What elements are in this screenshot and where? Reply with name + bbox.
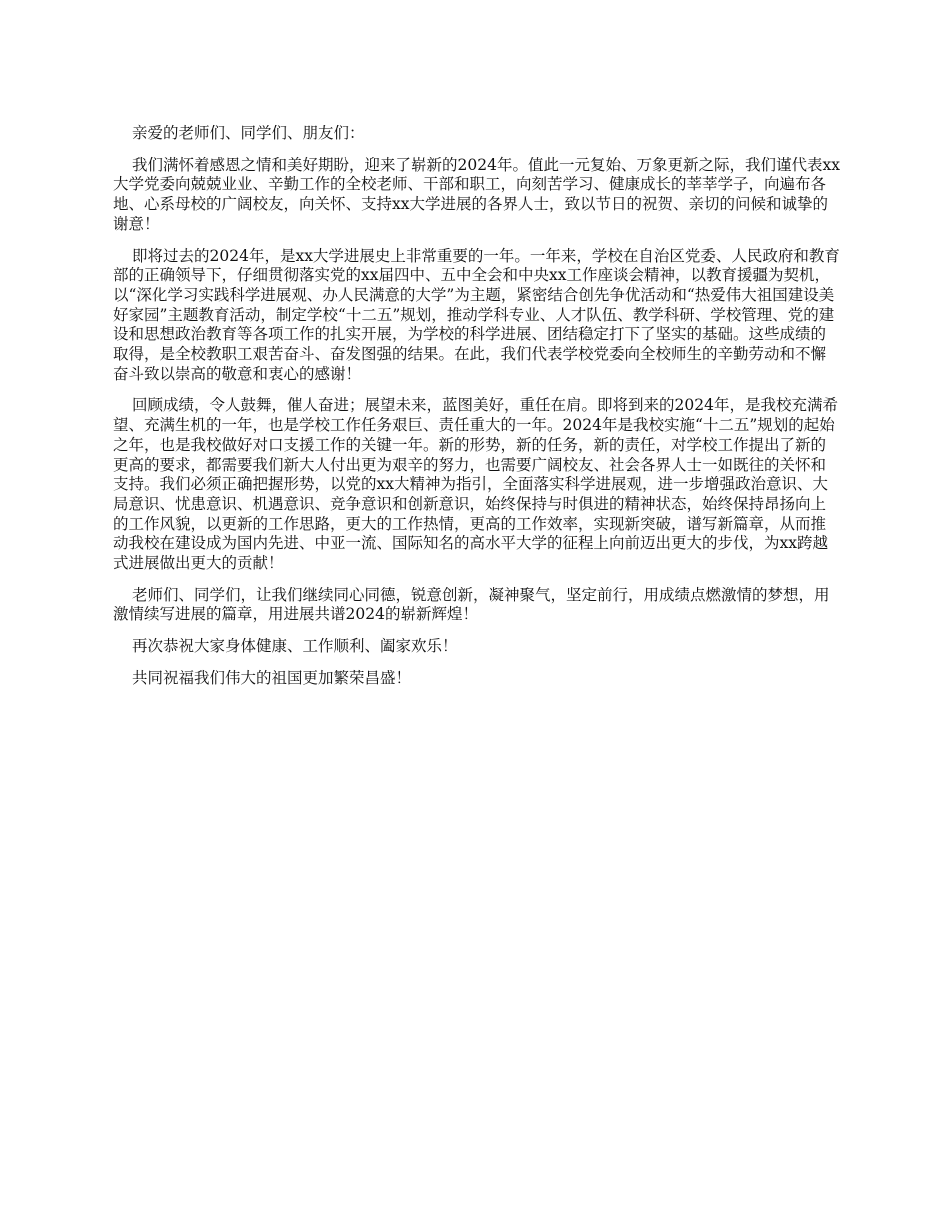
paragraph-closing: 共同祝福我们伟大的祖国更加繁荣昌盛！ bbox=[132, 668, 412, 687]
paragraph-wishes: 再次恭祝大家身体健康、工作顺利、阖家欢乐！ bbox=[132, 637, 458, 656]
paragraph-call-to-action: 老师们、同学们，让我们继续同心同德，锐意创新，凝神聚气，坚定前行，用成绩点燃激情的梦想，用激情续写进展的篇章，用进展共谱2024的崭新辉煌！ bbox=[113, 585, 830, 624]
document-body bbox=[113, 124, 841, 701]
paragraph-outlook: 回顾成绩，令人鼓舞，催人奋进；展望未来，蓝图美好，重任在肩。即将到来的2024年，是我校充满希望、充满生机的一年，也是学校工作任务艰巨、责任重大的一年。2024年是我校实施“十二五”规划的起始之年，也是我校做好对口支援工作的关键一年。新的形势，新的任务，新的责任，对学校工作提出了新的更高的要求，都需要我们新大人付出更为艰辛的努力，也需要广阔校友、社会各界人士一如既往的关怀和支持。我们必须正确把握形势，以党的xx大精神为指引，全面落实科学进展观，进一步增强政治意识、大局意识、忧患意识、机遇意识、竞争意识和创新意识，始终保持与时俱进的精神状态，始终保持昂扬向上的工作风貌，以更新的工作思路，更大的工作热情，更高的工作效率，实现新突破，谱写新篇章，从而推动我校在建设成为国内先进、中亚一流、国际知名的高水平大学的征程上向前迈出更大的步伐，为xx跨越式进展做出更大的贡献！ bbox=[113, 396, 838, 573]
paragraph-review: 即将过去的2024年，是xx大学进展史上非常重要的一年。一年来，学校在自治区党委、人民政府和教育部的正确领导下，仔细贯彻落实党的xx届四中、五中全会和中央xx工作座谈会精神，以教育援疆为契机，以“深化学习实践科学进展观、办人民满意的大学”为主题，紧密结合创先争优活动和“热爱伟大祖国建设美好家园”主题教育活动，制定学校“十二五”规划，推动学科专业、人才队伍、教学科研、学校管理、党的建设和思想政治教育等各项工作的扎实开展，为学校的科学进展、团结稳定打下了坚实的基础。这些成绩的取得，是全校教职工艰苦奋斗、奋发图强的结果。在此，我们代表学校党委向全校师生的辛勤劳动和不懈奋斗致以崇高的敬意和衷心的感谢！ bbox=[113, 246, 840, 383]
salutation: 亲爱的老师们、同学们、朋友们： bbox=[132, 124, 365, 142]
paragraph-greeting: 我们满怀着感恩之情和美好期盼，迎来了崭新的2024年。值此一元复始、万象更新之际，我们谨代表xx大学党委向兢兢业业、辛勤工作的全校老师、干部和职工，向刻苦学习、健康成长的莘莘学子，向遍布各地、心系母校的广阔校友，向关怀、支持xx大学进展的各界人士，致以节日的祝贺、亲切的问候和诚挚的谢意！ bbox=[113, 155, 840, 233]
